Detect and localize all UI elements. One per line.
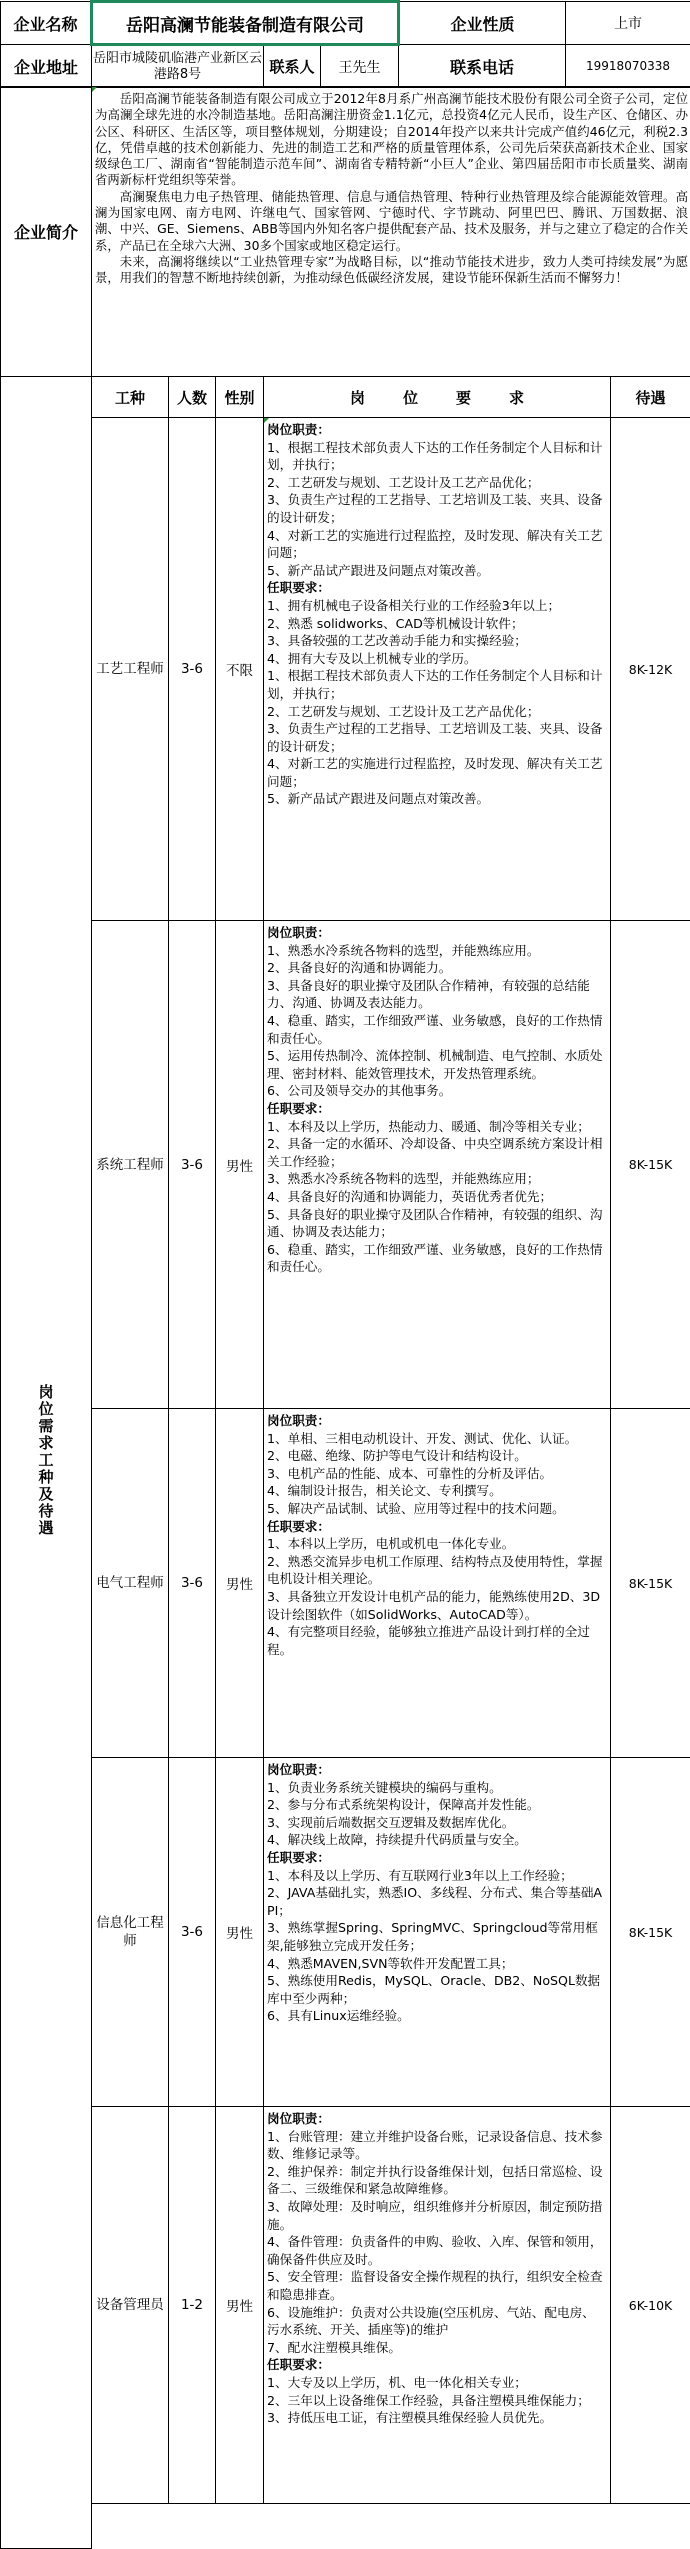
job-row	[1, 921, 690, 1409]
requirement-line: 4、拥有大专及以上机械专业的学历。	[267, 650, 607, 668]
requirement-line: 4、稳重、踏实，工作细致严谨、业务敏感，良好的工作热情和责任心。	[267, 1012, 607, 1047]
requirement-line: 6、稳重、踏实，工作细致严谨、业务敏感，良好的工作热情和责任心。	[267, 1241, 607, 1276]
company-name-row	[1, 2, 690, 45]
requirement-line: 4、对新工艺的实施进行过程监控，及时发现、解决有关工艺问题；	[267, 527, 607, 562]
contact-cell[interactable]: 王先生	[321, 45, 399, 88]
job-count-cell[interactable]: 1-2	[169, 2107, 216, 2504]
requirement-line: 1、本科以上学历，电机或机电一体化专业。	[267, 1535, 607, 1553]
intro-paragraph: 岳阳高澜节能装备制造有限公司成立于2012年8月系广州高澜节能技术股份有限公司全资子公司，定位为高澜全球先进的水冷制造基地。岳阳高澜注册资金1.1亿元，总投资4亿元人民币，设生产区、仓储区、办公区、科研区、生活区等，项目整体规划，分期建设；自2014年投产以来共计完成产值约46亿元，利税2.3亿，凭借卓越的技术创新能力、先进的制造工艺和严格的质量管理体系，公司先后荣获高新技术企业、国家级绿色工厂、湖南省“智能制造示范车间”、湖南省专精特新“小巨人”企业、第四届岳阳市市长质量奖、湖南省两新标杆党组织等荣誉。	[95, 91, 688, 189]
empty-cell[interactable]	[92, 2504, 690, 2549]
intro-paragraph: 未来，高澜将继续以“工业热管理专家”为战略目标，以“推动节能技术进步，致力人类可持续发展”为愿景，用我们的智慧不断地持续创新，为推动绿色低碳经济发展，建设节能环保新生活而不懈努力！	[95, 254, 688, 287]
header-requirements: 岗位要求	[264, 377, 611, 418]
requirement-section-heading: 岗位职责：	[267, 924, 607, 942]
requirement-line: 6、具有Linux运维经验。	[267, 2007, 607, 2025]
requirement-line: 5、新产品试产跟进及问题点对策改善。	[267, 562, 607, 580]
job-gender-cell[interactable]: 男性	[216, 921, 264, 1409]
requirement-line: 2、JAVA基础扎实，熟悉IO、多线程、分布式、集合等基础API；	[267, 1884, 607, 1919]
requirement-line: 4、熟悉MAVEN,SVN等软件开发配置工具；	[267, 1955, 607, 1973]
job-gender-cell[interactable]: 男性	[216, 2107, 264, 2504]
job-pay-cell[interactable]: 6K-10K	[611, 2107, 690, 2504]
requirement-line: 2、熟悉 solidworks、CAD等机械设计软件；	[267, 615, 607, 633]
requirement-line: 3、故障处理：及时响应，组织维修并分析原因，制定预防措施。	[267, 2198, 607, 2233]
job-gender-cell[interactable]: 不限	[216, 418, 264, 921]
requirement-line: 3、具备独立开发设计电机产品的能力，能熟练使用2D、3D设计绘图软件（如SolidWorks、AutoCAD等）。	[267, 1588, 607, 1623]
company-info-table	[0, 0, 690, 88]
requirement-line: 1、根据工程技术部负责人下达的工作任务制定个人目标和计划，并执行；	[267, 439, 607, 474]
requirement-section-heading: 任职要求：	[267, 579, 607, 597]
requirement-line: 1、单相、三相电动机设计、开发、测试、优化、认证。	[267, 1430, 607, 1448]
requirement-line: 4、有完整项目经验，能够独立推进产品设计到打样的全过程。	[267, 1623, 607, 1658]
requirement-line: 2、熟悉交流异步电机工作原理、结构特点及使用特性，掌握电机设计相关理论。	[267, 1553, 607, 1588]
jobs-section-label-text: 岗位需求工种及待遇	[36, 1384, 57, 1537]
comment-marker-icon	[92, 87, 97, 92]
jobs-table	[0, 376, 690, 2549]
requirement-line: 2、工艺研发与规划、工艺设计及工艺产品优化；	[267, 703, 607, 721]
company-intro-row	[1, 87, 690, 377]
requirement-line: 4、具备良好的沟通和协调能力，英语优秀者优先；	[267, 1188, 607, 1206]
requirement-section-heading: 任职要求：	[267, 1849, 607, 1867]
requirement-line: 7、配水注塑模具维保。	[267, 2339, 607, 2357]
job-requirements-cell[interactable]	[264, 921, 611, 1409]
job-title-cell[interactable]: 设备管理员	[92, 2107, 169, 2504]
company-name-cell[interactable]: 岳阳高澜节能装备制造有限公司	[92, 2, 399, 45]
company-name-label: 企业名称	[1, 2, 92, 45]
requirement-line: 1、负责业务系统关键模块的编码与重构。	[267, 1779, 607, 1797]
phone-cell[interactable]: 19918070338	[566, 45, 690, 88]
job-row	[1, 418, 690, 921]
job-title-cell[interactable]: 信息化工程师	[92, 1758, 169, 2107]
empty-row	[1, 2504, 690, 2549]
requirement-line: 3、熟练掌握Spring、SpringMVC、Springcloud等常用框架,能够独立完成开发任务；	[267, 1919, 607, 1954]
company-intro-label: 企业简介	[1, 87, 92, 377]
requirement-line: 5、熟练使用Redis，MySQL、Oracle、DB2、NoSQL数据库中至少两种；	[267, 1972, 607, 2007]
requirement-section-heading: 岗位职责：	[267, 1761, 607, 1779]
jobs-section-label	[1, 377, 92, 2549]
requirement-section-heading: 岗位职责：	[267, 421, 607, 439]
requirement-line: 5、新产品试产跟进及问题点对策改善。	[267, 790, 607, 808]
requirement-section-heading: 任职要求：	[267, 1100, 607, 1118]
requirement-line: 2、电磁、绝缘、防护等电气设计和结构设计。	[267, 1447, 607, 1465]
requirement-line: 1、拥有机械电子设备相关行业的工作经验3年以上；	[267, 597, 607, 615]
requirement-line: 3、负责生产过程的工艺指导、工艺培训及工装、夹具、设备的设计研发；	[267, 720, 607, 755]
job-pay-cell[interactable]: 8K-15K	[611, 1409, 690, 1758]
requirement-line: 5、运用传热制冷、流体控制、机械制造、电气控制、水质处理、密封材料、能效管理技术，开发热管理系统。	[267, 1047, 607, 1082]
requirement-line: 3、持低压电工证，有注塑模具维保经验人员优先。	[267, 2409, 607, 2427]
requirement-line: 1、熟悉水冷系统各物料的选型，并能熟练应用。	[267, 942, 607, 960]
company-intro-cell[interactable]	[92, 87, 690, 377]
requirement-line: 1、本科及以上学历，热能动力、暖通、制冷等相关专业；	[267, 1118, 607, 1136]
requirement-line: 3、熟悉水冷系统各物料的选型，并能熟练应用；	[267, 1170, 607, 1188]
requirement-line: 2、三年以上设备维保工作经验，具备注塑模具维保能力；	[267, 2392, 607, 2410]
job-count-cell[interactable]: 3-6	[169, 1409, 216, 1758]
requirement-line: 4、对新工艺的实施进行过程监控，及时发现、解决有关工艺问题；	[267, 755, 607, 790]
requirement-line: 6、设施维护：负责对公共设施(空压机房、气站、配电房、污水系统、开关、插座等)的维护	[267, 2304, 607, 2339]
job-title-cell[interactable]: 系统工程师	[92, 921, 169, 1409]
contact-label: 联系人	[264, 45, 321, 88]
requirement-line: 2、参与分布式系统架构设计，保障高并发性能。	[267, 1796, 607, 1814]
requirement-line: 5、解决产品试制、试验、应用等过程中的技术问题。	[267, 1500, 607, 1518]
job-pay-cell[interactable]: 8K-15K	[611, 1758, 690, 2107]
requirement-section-heading: 岗位职责：	[267, 2110, 607, 2128]
requirement-line: 1、本科及以上学历、有互联网行业3年以上工作经验；	[267, 1867, 607, 1885]
requirement-line: 4、解决线上故障，持续提升代码质量与安全。	[267, 1831, 607, 1849]
requirement-line: 6、公司及领导交办的其他事务。	[267, 1082, 607, 1100]
requirement-section-heading: 任职要求：	[267, 2356, 607, 2374]
requirement-line: 1、台账管理：建立并维护设备台账，记录设备信息、技术参数、维修记录等。	[267, 2128, 607, 2163]
job-requirements-cell[interactable]	[264, 418, 611, 921]
job-row	[1, 1758, 690, 2107]
company-address-row	[1, 45, 690, 88]
requirement-line: 5、具备良好的职业操守及团队合作精神，有较强的组织、沟通、协调及表达能力；	[267, 1206, 607, 1241]
requirement-line: 3、负责生产过程的工艺指导、工艺培训及工装、夹具、设备的设计研发；	[267, 491, 607, 526]
jobs-header-row	[1, 377, 690, 418]
requirement-line: 2、具备良好的沟通和协调能力。	[267, 959, 607, 977]
job-count-cell[interactable]: 3-6	[169, 921, 216, 1409]
company-intro-table	[0, 86, 690, 377]
header-gender: 性别	[216, 377, 264, 418]
company-address-cell[interactable]: 岳阳市城陵矶临港产业新区云港路8号	[92, 45, 264, 88]
job-gender-cell[interactable]: 男性	[216, 1758, 264, 2107]
job-pay-cell[interactable]: 8K-15K	[611, 921, 690, 1409]
requirement-line: 4、编制设计报告，相关论文、专利撰写。	[267, 1482, 607, 1500]
requirement-section-heading: 任职要求：	[267, 1518, 607, 1536]
phone-label: 联系电话	[399, 45, 566, 88]
header-count: 人数	[169, 377, 216, 418]
requirement-line: 1、根据工程技术部负责人下达的工作任务制定个人目标和计划，并执行；	[267, 667, 607, 702]
requirement-line: 3、电机产品的性能、成本、可靠性的分析及评估。	[267, 1465, 607, 1483]
job-row	[1, 1409, 690, 1758]
job-count-cell[interactable]: 3-6	[169, 1758, 216, 2107]
job-title-cell[interactable]: 电气工程师	[92, 1409, 169, 1758]
requirement-line: 2、工艺研发与规划、工艺设计及工艺产品优化；	[267, 474, 607, 492]
job-requirements-cell[interactable]	[264, 2107, 611, 2504]
requirement-line: 5、安全管理：监督设备安全操作规程的执行，组织安全检查和隐患排查。	[267, 2268, 607, 2303]
requirement-line: 2、具备一定的水循环、冷却设备、中央空调系统方案设计相关工作经验；	[267, 1135, 607, 1170]
company-type-cell[interactable]: 上市	[566, 2, 690, 45]
requirement-line: 2、维护保养：制定并执行设备维保计划，包括日常巡检、设备二、三级维保和紧急故障维修。	[267, 2163, 607, 2198]
job-row	[1, 2107, 690, 2504]
comment-marker-icon	[264, 418, 269, 423]
company-type-label: 企业性质	[399, 2, 566, 45]
requirement-line: 4、备件管理：负责备件的申购、验收、入库、保管和领用，确保备件供应及时。	[267, 2233, 607, 2268]
requirement-line: 3、实现前后端数据交互逻辑及数据库优化。	[267, 1814, 607, 1832]
job-title-cell[interactable]: 工艺工程师	[92, 418, 169, 921]
header-job: 工种	[92, 377, 169, 418]
header-pay: 待遇	[611, 377, 690, 418]
job-requirements-cell[interactable]	[264, 1758, 611, 2107]
requirement-line: 3、具备较强的工艺改善动手能力和实操经验；	[267, 632, 607, 650]
requirement-section-heading: 岗位职责：	[267, 1412, 607, 1430]
intro-paragraph: 高澜聚焦电力电子热管理、储能热管理、信息与通信热管理、特种行业热管理及综合能源能效管理。高澜为国家电网、南方电网、许继电气、国家管网、宁德时代、字节跳动、阿里巴巴、腾讯、万国数据、浪潮、中兴、GE、Siemens、ABB等国内外知名客户提供配套产品、技术及服务，并与之建立了稳定的合作关系，产品已在全球六大洲、30多个国家或地区稳定运行。	[95, 189, 688, 254]
requirement-line: 3、具备良好的职业操守及团队合作精神，有较强的总结能力、沟通、协调及表达能力。	[267, 977, 607, 1012]
job-count-cell[interactable]: 3-6	[169, 418, 216, 921]
company-address-label: 企业地址	[1, 45, 92, 88]
job-pay-cell[interactable]: 8K-12K	[611, 418, 690, 921]
job-gender-cell[interactable]: 男性	[216, 1409, 264, 1758]
job-requirements-cell[interactable]	[264, 1409, 611, 1758]
requirement-line: 1、大专及以上学历，机、电一体化相关专业；	[267, 2374, 607, 2392]
